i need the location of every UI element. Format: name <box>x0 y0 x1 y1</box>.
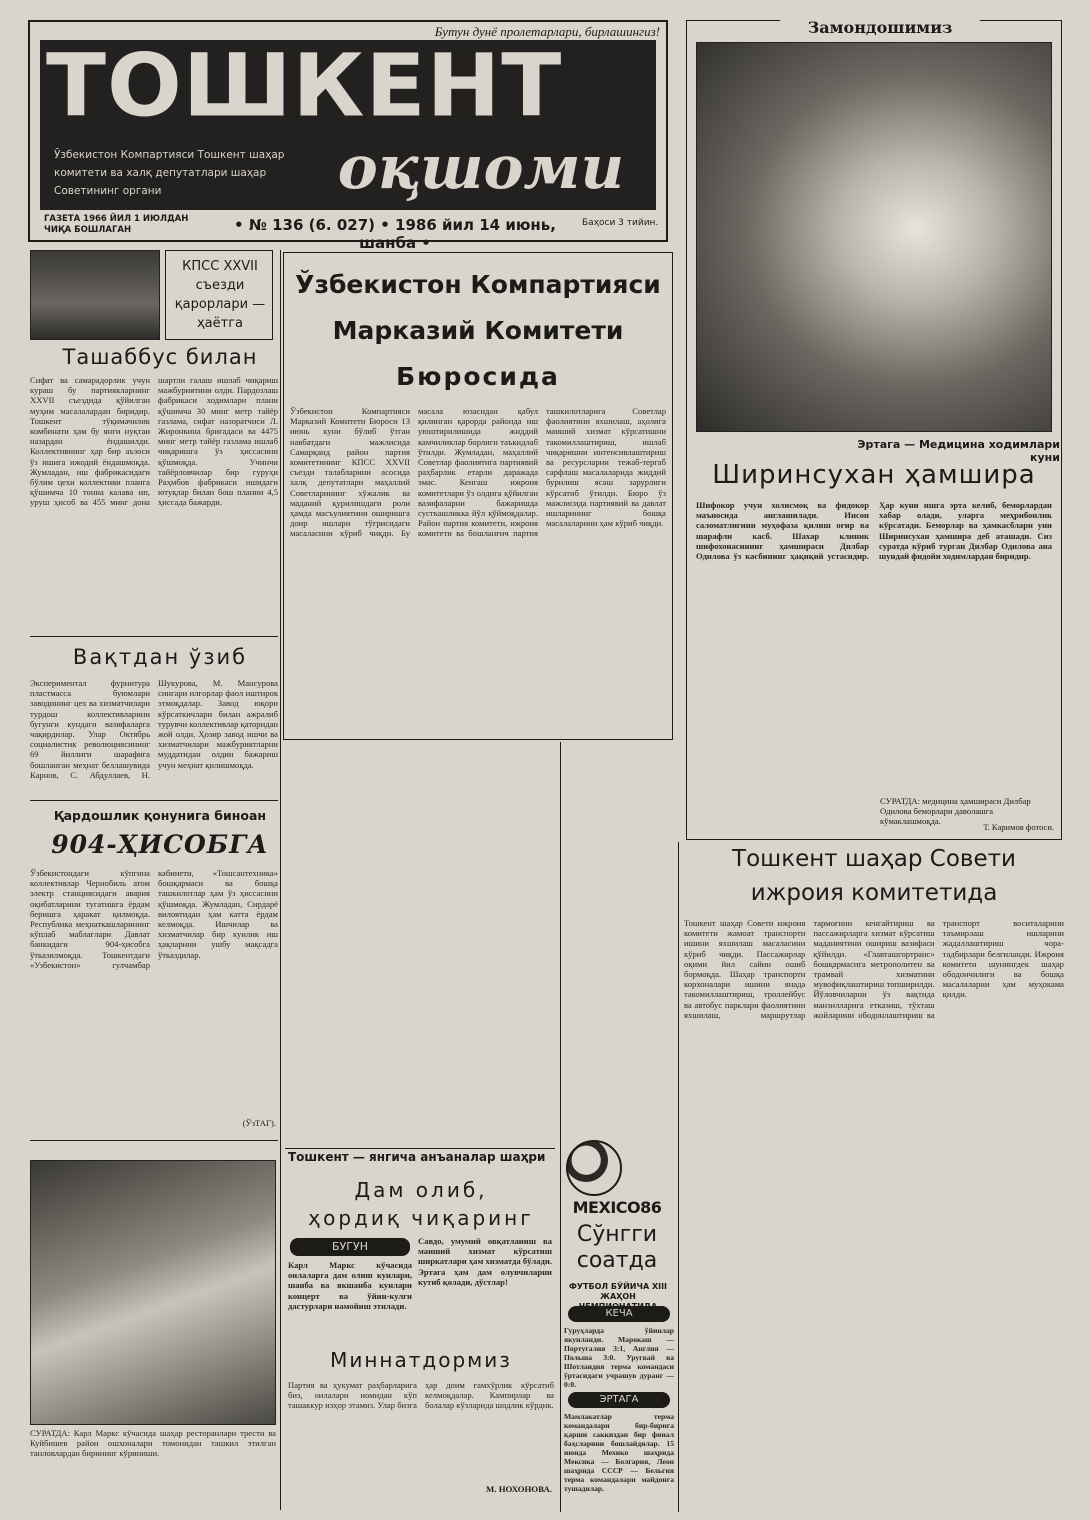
tashabbus-body: Сифат ва самарадорлик учун кураш бу партиякларнинг XXVII съездида қўйилган муҳим масалалардан биридир. Тошкент тўқимачилик комбинати ҳам бу янги нуқтаи назардан ёндашилди. Коллективнинг ҳар бир аъзоси ўз ишига ижодий ёндашмоқда. Жумладан, иш фабрикасидаги бўлим цехи коллективи планга қўшимча 10 тонна калава ип, уруш ҳисоб ва 455 минг дона шартли галаш ишлаб чиқариш мажбуриятини олди. Пардозлаш фабрикаси ходимлари плани қўшимча 30 минг метр тайёр газлама, сифат назоратчиси Л. Жиронкина бригадаси ва 4475 минг метр тайёр газлама ишлаб чиқаришга ўз ҳиссасини қўшмоқда. Учинчи тайёрловчилар бир гуруҳи Раҳмбов фабрикаси ишидаги ютуқлар билан бош планни 4,5 ҳиссада бажарди. <box>30 375 278 508</box>
title-line-2: оқшоми <box>337 133 625 203</box>
divider <box>285 1148 555 1149</box>
congress-box <box>165 250 273 340</box>
minnatdor-body: Партия ва ҳукумат раҳбарларига биз, оилалари номидан кўп ташаккур изҳор этамиз. Улар бизга ҳар доим ғамхўрлик кўрсатиб келмоқдалар. Кампирлар ва болалар кўзларида шодлик кўрдик. <box>288 1380 554 1411</box>
minnatdor-sign: М. НОХОНОВА. <box>486 1484 552 1494</box>
divider <box>30 636 278 637</box>
divider <box>560 742 561 1512</box>
column-title: Замондошимиз <box>780 18 980 37</box>
mexico-subtitle: ФУТБОЛ БЎЙИЧА XIII ЖАҲОН <box>568 1282 668 1301</box>
doctor-photo <box>696 42 1052 432</box>
price: Баҳоси 3 тийин. <box>582 218 659 228</box>
doctor-body: Шифокор учун холисмоқ ва фидокор маъносида англашилади. Инсон саломатлигини муҳофаза қилиш оғир ва шарафли касб. Шахар клиник шифохонасининг ҳамшираси Дилбар Одилова ўз касбининг ҳақиқий устасидир. Ҳар куни ишга эрта келиб, беморлардан хабар олади, уларга меҳрибонлик кўрсатади. Беморлар ва ҳамкасблари уни Ширинсухан ҳамшира деб аташади. Сиз суратда кўриб турган Дилбар Одилова ана шундай фидойи ходимлардан биридир. <box>696 500 1052 562</box>
qardoshlik-source: (ЎзТАГ). <box>242 1118 276 1128</box>
football-icon <box>566 1140 622 1196</box>
mexico-logo: MEXICO86 <box>572 1198 662 1217</box>
tomorrow-intro: Савдо, умумий овқатланиш ва маиший хизмат кўрсатиш ширкатлари ҳам хизматда бўлади. Эртага ҳам дам олувчиларни кутиб қолади, дўстлар! <box>418 1236 552 1287</box>
title-line-1: ТОШКЕНТ <box>46 35 563 136</box>
tomorrow-text: Мамлакатлар терма командалари бир-бирига қарши саккиздан бир финал баҳсларини бошлайдилар. 15 июнда Мехико шаҳрида Мексика — Болгария, Леон шаҳрида СССР — Бельгия терма командалари майдонга тушадилар. <box>564 1412 674 1493</box>
kremlin-photo <box>30 250 160 340</box>
ispolkom-title-2: ижроия комитетида <box>750 880 998 906</box>
founded: ГАЗЕТА 1966 ЙИЛ 1 ИЮЛДАН ЧИҚА БОШЛАГАН <box>44 214 189 235</box>
qardoshlik-kicker: Қардошлик қонунига биноан <box>53 808 267 823</box>
issue-line: • № 136 (6. 027) • 1986 йил 14 июнь, шанба • <box>234 216 556 252</box>
burosida-title-1: Ўзбекистон Компартияси <box>295 270 661 299</box>
minnatdor-title: Миннатдормиз <box>330 1348 512 1372</box>
ispolkom-body: Тошкент шаҳар Совети ижроия комитети жамоат транспорти ишини яхшилаш масаласини кўриб чиқди. Пассажирлар оқими йил сайин ошиб бормоқда. Шаҳар транспорти корхоналари ишини янада такомиллаштириш, троллейбус ва автобус парклари фаолиятини яхшилаш, маршрутлар тармоғини кенгайтириш ва пассажирларга хизмат кўрсатиш маданиятини ошириш вазифаси қўйилди. «Главташгортранс» бошқармасига метрополитен ва трамвай хизматини мувофиқлаштириш топширилди. Йўловчиларни ўз вақтида манзилларига етказиш, тўхташ жойларини ободонлаштириш ва транспорт воситаларини таъмирлаш ишларини жадаллаштириш чора-тадбирлари белгиланди. Ижроия комитети шунингдек шаҳар ободончилиги ва бошқа масалаларни ҳам муҳокама қилди. <box>684 918 1064 1020</box>
masthead <box>28 20 668 252</box>
street-festival-photo <box>30 1160 276 1425</box>
vaqt-title: Вақтдан ўзиб <box>72 645 248 669</box>
doctor-title: Ширинсухан ҳамшира <box>712 460 1036 490</box>
mexico-title-2: соатда <box>576 1248 658 1273</box>
divider <box>30 800 278 801</box>
vaqt-body: Экспериментал фурнитура пластмасса буюмлари заводининг цех ва хизматчилари турдош коллективларини бугунги кундаги вазифаларга чақирдилар. Улар Октябрь социалистик революциясининг 69 йиллиги шарафига бошланган меҳнат беллашувида Карнов, С. Абдуллаев, Н. Шукурова, М. Мансурова сингари илғорлар фаол иштирок этмоқдалар. Завод юқори кўрсаткичлари билан ажралиб турувчи коллективлар қаторидан жой олди. Ҳозир завод ишчи ва хизматчилари мажбуриятларни муддатидан олдин бажариш учун меҳнат қилишмоқда. <box>30 678 278 780</box>
divider <box>280 250 281 1510</box>
divider <box>678 842 679 1512</box>
tashabbus-title: Ташаббус билан <box>62 345 258 369</box>
ispolkom-title-1: Тошкент шаҳар Совети <box>732 846 1016 872</box>
slogan: Бутун дунё пролетарлари, бирлашингиз! <box>434 24 660 39</box>
qardoshlik-body: Ўзбекистондаги кўпгина коллективлар Чернобиль атом электр станциясидаги авария оқибатларини тугатишга ёрдам беришга ҳаракат қилмоқда. Республика меҳнаткашларининг кўплаб маблағлари Давлат банкидаги 904-ҳисобга ўтказилмоқда. Тошкентдаги «Узбекистон» гулчамбар кабинети, «Тошсантехника» бошқармаси ва бошқа ташкилотлар ҳам ўз ҳиссасини қўшмоқда. Жумладан, Сирдарё вилоятидан ҳам катта ёрдам келмоқда. Ишчилар ва хизматчилар бир кунлик иш ҳақларини ушбу мақсадга ўтказдилар. <box>30 868 278 970</box>
qardoshlik-title: 904-ҲИСОБГА <box>51 830 269 859</box>
congress-box-text: КПСС XXVII съезди қарорлари — ҳаётга <box>174 259 266 331</box>
divider <box>30 1140 278 1141</box>
dam-olib-title-1: Дам олиб, <box>354 1178 488 1202</box>
tag-today: БУГУН <box>290 1238 410 1256</box>
dam-olib-title-2: ҳордиқ чиқаринг <box>308 1206 534 1230</box>
doctor-caption: Эртага — Медицина ходимлари куни <box>857 438 1060 464</box>
tashkent-header: Тошкент — янгича анъаналар шаҳри <box>288 1150 546 1164</box>
today-text: Карл Маркс кўчасида оилаларга дам олиш кунлари, шанба ва якшанба кунлари концерт ва ўйин-кулги дастурлари намойиш этилади. <box>288 1260 412 1311</box>
festival-caption: СУРАТДА: Карл Маркс кўчасида шаҳар ресторанлари трести ва Куйбишев район ошхоналари томонидан ташкил этилган танловлардан бирининг кўриниши. <box>30 1428 276 1459</box>
photo-credit: Т. Каримов фотоси. <box>983 822 1054 832</box>
tag-yesterday: КЕЧА <box>568 1306 670 1322</box>
burosida-title-3: Бюросида <box>396 362 560 391</box>
yesterday-text: Гуруҳларда ўйинлар якунланди. Марокаш — Португалия 3:1, Англия — Польша 3:0. Уругвай ва Шотландия терма командаси ўртасидаги учрашув дуранг — 0:0. <box>564 1326 674 1389</box>
masthead-subtitle: Ўзбекистон Компартияси Тошкент шаҳар комитети ва халқ депутатлари шаҳар Советининг органи <box>54 149 285 197</box>
tag-mexico-tomorrow: ЭРТАГА <box>568 1392 670 1408</box>
doctor-caption-2: СУРАТДА: медицина ҳамшираси Дилбар Одилова беморлари даволашга кўмаклашмоқда. <box>880 796 1031 826</box>
mexico-title-1: Сўнгги <box>576 1222 658 1247</box>
burosida-title-2: Марказий Комитети <box>332 316 624 345</box>
burosida-body: Ўзбекистон Компартияси Марказий Комитети Бюроси 13 июнь куни бўлиб ўтган навбатдаги мажлисида Самарқанд район партия комитетининг КПСС XXVII съезди талабларини асосида халқ депутатлари маҳаллий Советларининг хўжалик ва маданий қурилишдаги роли ҳамда масъулиятини оширишга доир ишлари тўғрисидаги масаласини кўриб чиқди. Бу масала юзасидан қабул қилинган қарорда районда иш уюштирилишида жиддий камчиликлар борлиги таъкидлаб ўтилди. Жумладан, маҳаллий Советлар фаолиятига партиявий раҳбарлик етарли даражада эмас. Кенгаш ижроия комитетлари ўз олдига қўйилган вазифаларни бажаришда сусткашликка йўл қўймоқдалар. Район партия комитети, ижроия комитети ва бошланғич партия ташкилотларига Советлар фаолиятини яхшилаш, аҳолига маиший хизмат кўрсатишни такомиллаштириш, ишлаб чиқаришни интенсивлаштириш ва ресурсларни тежаб-тергаб сарфлаш масалаларида жиддий бурилиш ясаш зарурлиги кўрсатиб ўтилди. Бюро ўз мажлисида партиявий ва давлат ишларининг бошқа масалаларини ҳам кўриб чиқди. <box>290 406 666 539</box>
